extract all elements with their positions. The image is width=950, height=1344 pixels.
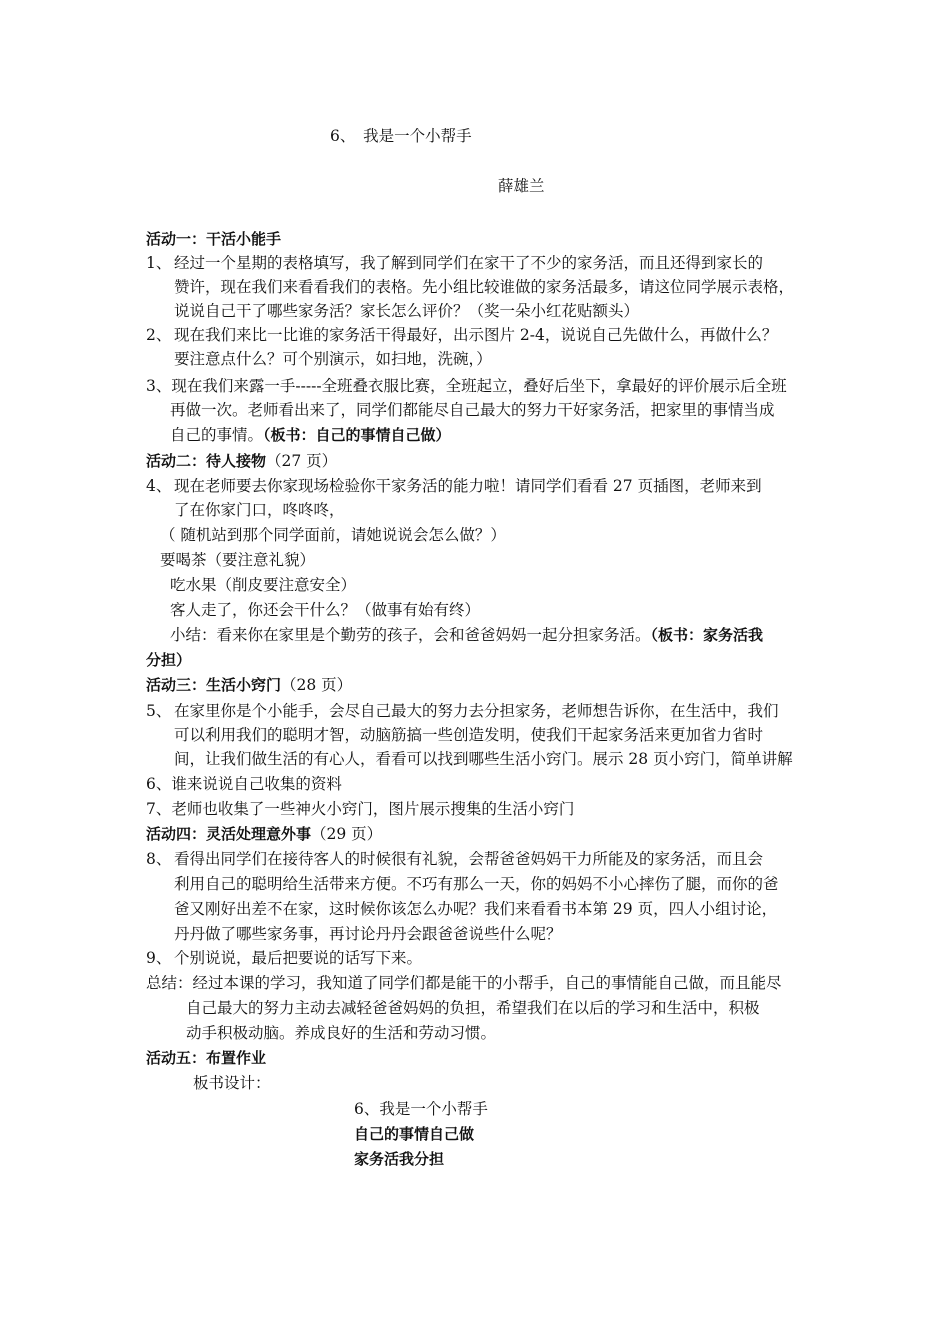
activity2-heading: 活动二：待人接物: [146, 452, 267, 470]
item5-line1: [146, 699, 779, 723]
item2-text1: 现在我们来比一比谁的家务活干得最好，出示图片 2-4，说说自己先做什么，再做什么？: [174, 326, 778, 344]
item5-text1: 在家里你是个小能手，会尽自己最大的努力去分担家务，老师想告诉你，在生活中，我们: [174, 702, 779, 720]
item5-line3: 间，让我们做生活的有心人，看看可以找到哪些生活小窍门。展示 28 页小窍门，简单讲解: [174, 750, 793, 768]
item8-line3: 爸又刚好出差不在家，这时候你该怎么办呢？我们来看看书本第 29 页，四人小组讨论，: [174, 900, 778, 918]
item4-line2: 了在你家门口，咚咚咚，: [174, 501, 345, 519]
item1-number: 1、: [146, 254, 172, 272]
conclusion-line1: 总结：经过本课的学习，我知道了同学们都是能干的小帮手，自己的事情能自己做，而且能尽: [146, 974, 782, 992]
item9-number: 9、: [146, 949, 172, 967]
item2-line2: 要注意点什么？可个别演示，如扫地，洗碗，）: [174, 350, 492, 368]
item3-text1: 现在我们来露一手-----全班叠衣服比赛，全班起立，叠好后坐下，拿最好的评价展示后全班: [171, 377, 787, 395]
board-design-line1: 自己的事情自己做: [354, 1125, 475, 1143]
conclusion-line2: 自己最大的努力主动去减轻爸爸妈妈的负担，希望我们在以后的学习和生活中，积极: [186, 999, 760, 1017]
activity2-tea: 要喝茶（要注意礼貌）: [160, 551, 316, 569]
item4-text1: 现在老师要去你家现场检验你干家务活的能力啦！请同学们看看 27 页插图，老师来到: [174, 477, 762, 495]
item4-number: 4、: [146, 477, 172, 495]
board-note-2a: （板书：家务活我: [650, 626, 764, 644]
item2-number: 2、: [146, 326, 172, 344]
board-note-2b: 分担）: [146, 651, 192, 669]
item3-number: 3、: [146, 377, 172, 395]
item4-line1: [146, 474, 762, 498]
item8-line2: 利用自己的聪明给生活带来方便。不巧有那么一天，你的妈妈不小心摔伤了腿，而你的爸: [174, 875, 779, 893]
conclusion-line3: 动手积极动脑。养成良好的生活和劳动习惯。: [186, 1024, 497, 1042]
activity2-summary-text: 小结：看来你在家里是个勤劳的孩子，会和爸爸妈妈一起分担家务活。: [170, 626, 651, 644]
activity2-summary: [170, 623, 763, 647]
item8-number: 8、: [146, 850, 172, 868]
item5-number: 5、: [146, 702, 172, 720]
item8-line1: [146, 847, 763, 871]
activity2-page: （27 页）: [266, 452, 338, 470]
activity2-heading-line: [146, 449, 337, 473]
item3-line1: [146, 374, 787, 398]
activity2-guest: 客人走了，你还会干什么？（做事有始有终）: [170, 601, 481, 619]
activity4-heading-line: [146, 822, 382, 846]
activity3-heading-line: [146, 673, 352, 697]
item9-text: 个别说说，最后把要说的话写下来。: [174, 949, 423, 967]
item3-line3: [170, 423, 451, 447]
activity4-page: （29 页）: [311, 825, 383, 843]
item6: 6、谁来说说自己收集的资料: [146, 775, 342, 793]
document-title: 6、 我是一个小帮手: [330, 127, 472, 145]
item3-line2: 再做一次。老师看出来了，同学们都能尽自己最大的努力干好家务活，把家里的事情当成: [170, 401, 775, 419]
item5-line2: 可以利用我们的聪明才智，动脑筋搞一些创造发明，使我们干起家务活来更加省力省时: [174, 726, 764, 744]
item1-text1: 经过一个星期的表格填写，我了解到同学们在家干了不少的家务活，而且还得到家长的: [174, 254, 764, 272]
activity3-heading: 活动三：生活小窍门: [146, 676, 282, 694]
board-design-line2: 家务活我分担: [354, 1150, 445, 1168]
activity2-note: （ 随机站到那个同学面前，请她说说会怎么做？）: [160, 526, 506, 544]
activity4-heading: 活动四：灵活处理意外事: [146, 825, 312, 843]
item1-line1: [146, 251, 763, 275]
activity5-heading: 活动五：布置作业: [146, 1049, 267, 1067]
board-note-1: （板书：自己的事情自己做）: [263, 426, 451, 444]
item2-line1: [146, 323, 777, 347]
item1-line2: 赞许，现在我们来看看我们的表格。先小组比较谁做的家务活最多，请这位同学展示表格，: [174, 278, 795, 296]
activity1-heading: 活动一：干活小能手: [146, 230, 282, 248]
board-design-title: 6、我是一个小帮手: [354, 1100, 488, 1118]
item8-text1: 看得出同学们在接待客人的时候很有礼貌，会帮爸爸妈妈干力所能及的家务活，而且会: [174, 850, 764, 868]
activity2-fruit: 吃水果（削皮要注意安全）: [170, 576, 357, 594]
board-design-label: 板书设计：: [193, 1074, 271, 1092]
author-name: 薛雄兰: [498, 177, 545, 195]
item7: 7、老师也收集了一些神火小窍门，图片展示搜集的生活小窍门: [146, 800, 575, 818]
item1-line3: 说说自己干了哪些家务活？家长怎么评价？（奖一朵小红花贴额头）: [174, 302, 640, 320]
item3-text3: 自己的事情。: [170, 426, 264, 444]
item9: [146, 946, 422, 970]
item8-line4: 丹丹做了哪些家务事，再讨论丹丹会跟爸爸说些什么呢？: [174, 925, 562, 943]
activity3-page: （28 页）: [281, 676, 353, 694]
